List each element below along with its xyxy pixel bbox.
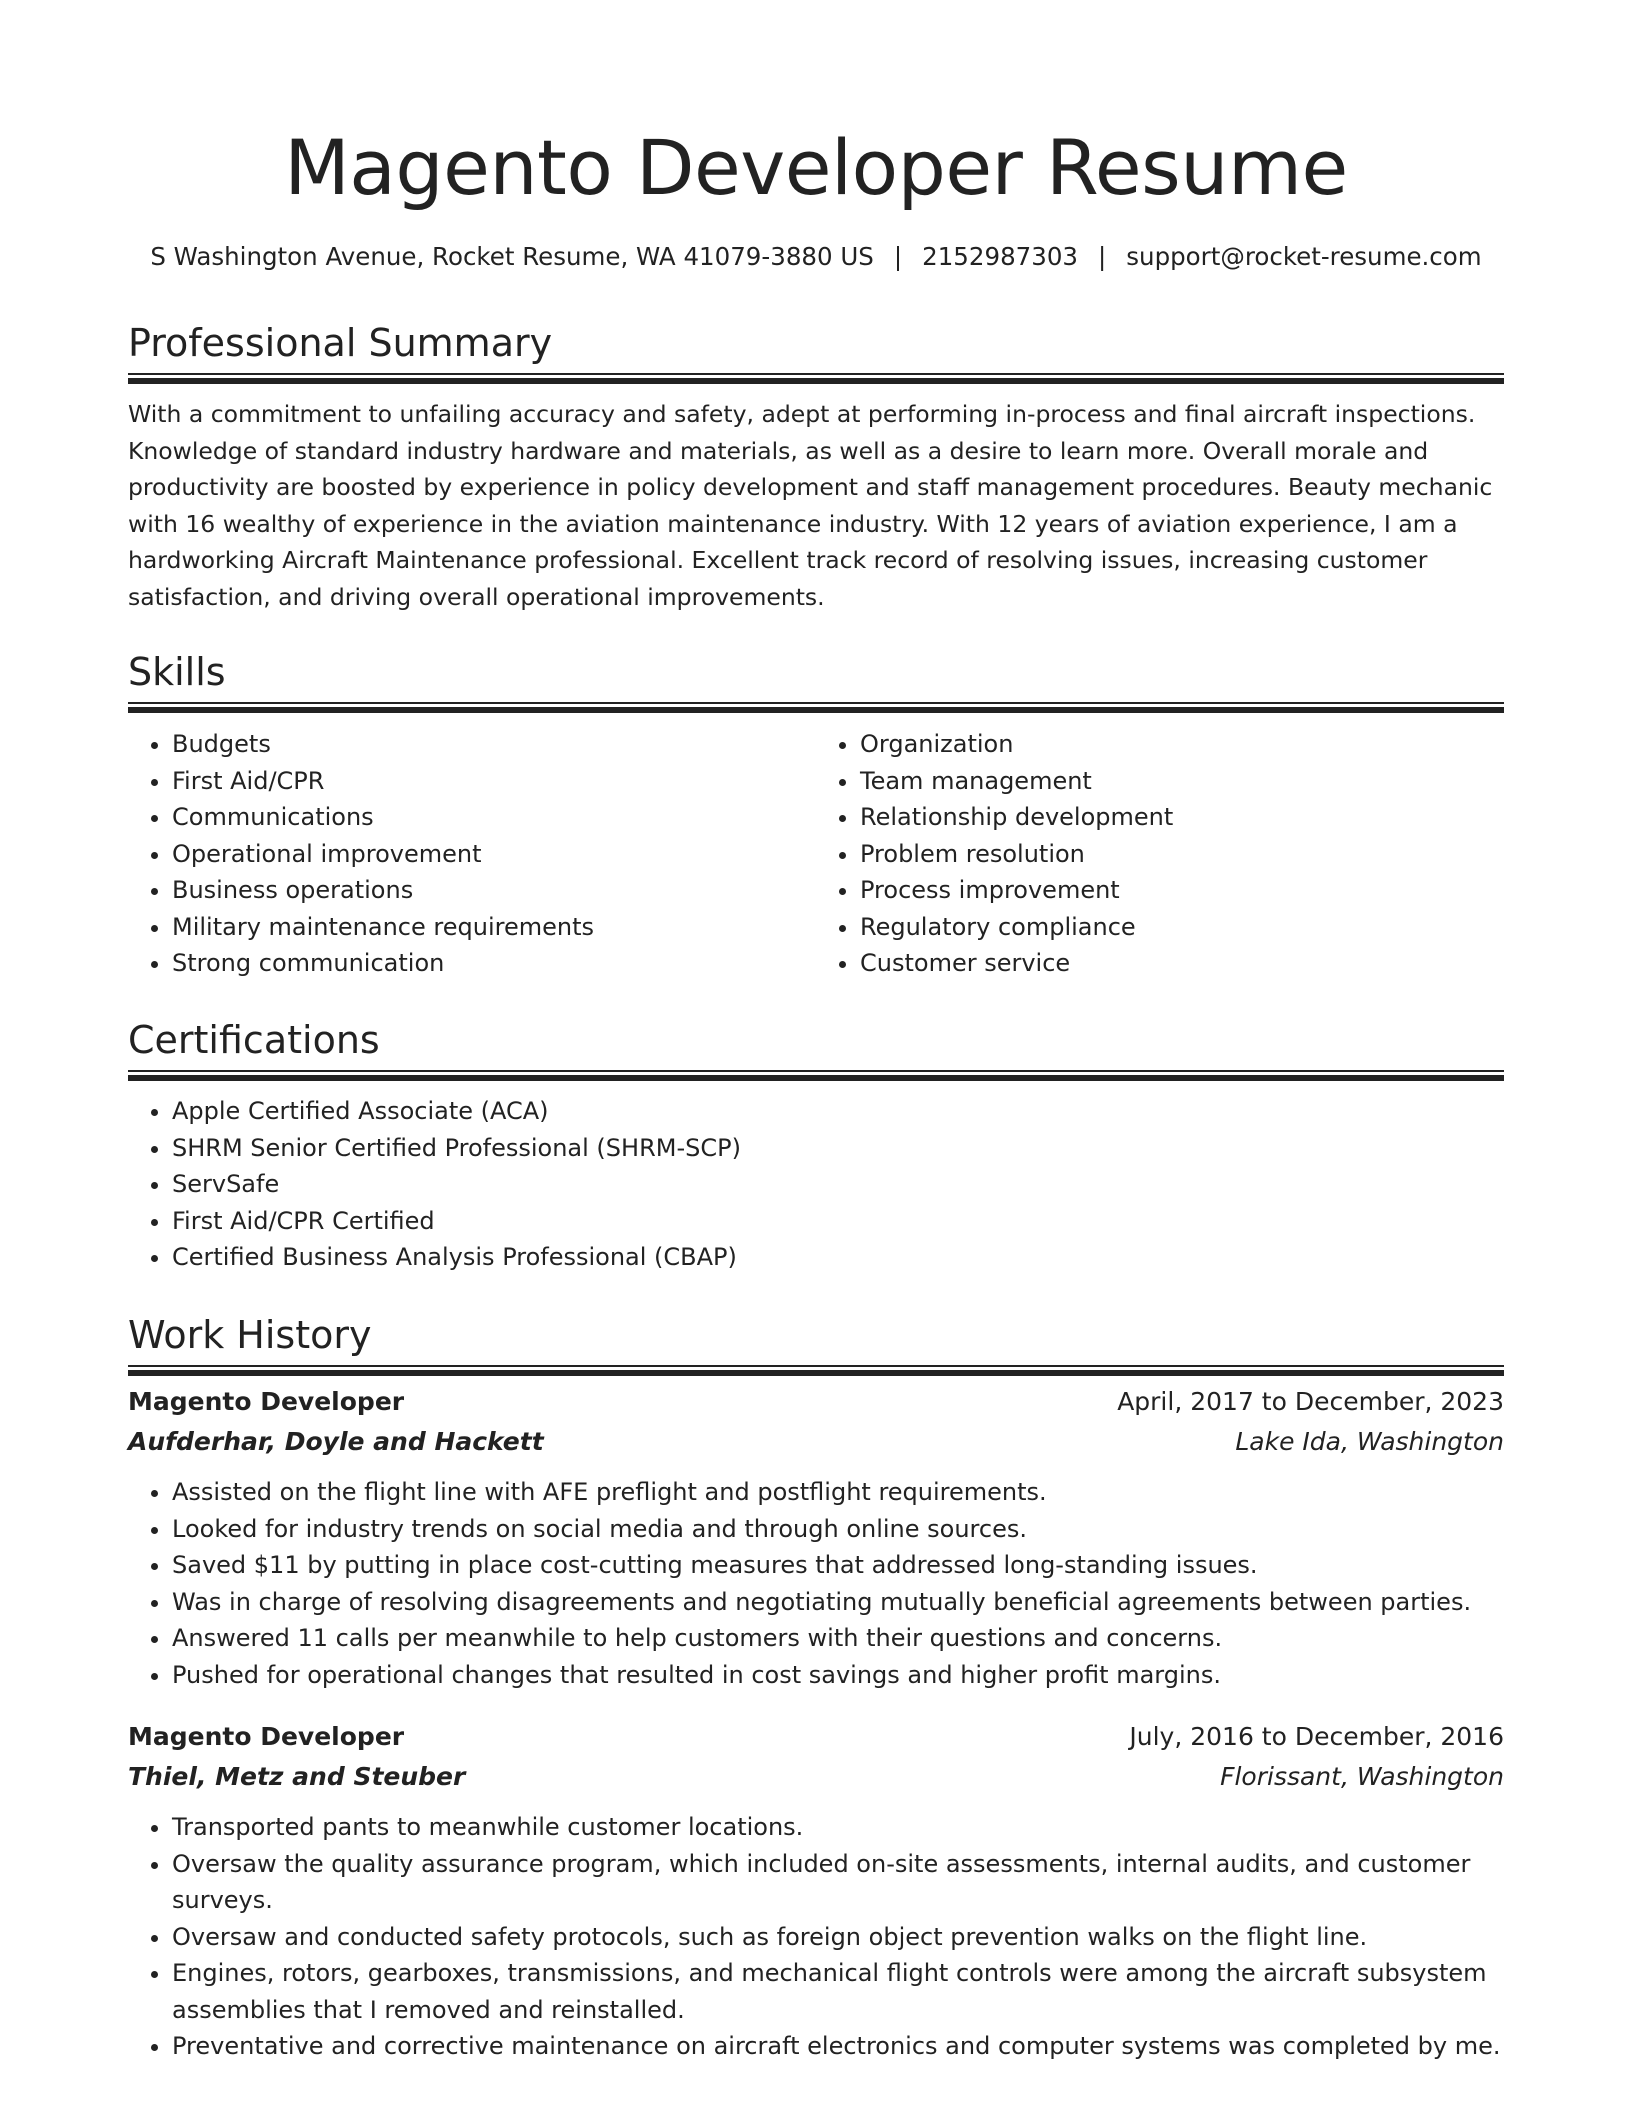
job-duty: • Engines, rotors, gearboxes, transmissions, and mechanical flight controls were among the aircraft subsystem assemblies that I removed and reinstalled.: [172, 1955, 1504, 2028]
skill-item: • Strong communication: [172, 945, 816, 982]
skill-item: • Regulatory compliance: [860, 909, 1504, 946]
skill-item: • Organization: [860, 726, 1504, 763]
job-subheader: [128, 1422, 1504, 1462]
skills-list-left: [128, 726, 816, 982]
certification-item: • ServSafe: [172, 1166, 1504, 1203]
job-entry: [128, 1382, 1504, 1693]
section-divider: [128, 373, 1504, 384]
certification-item: • Apple Certified Associate (ACA): [172, 1093, 1504, 1130]
section-divider: [128, 1365, 1504, 1376]
job-duty: • Answered 11 calls per meanwhile to help customers with their questions and concerns.: [172, 1620, 1504, 1657]
certifications-list: [128, 1093, 1504, 1276]
job-duties: [128, 1809, 1504, 2065]
contact-separator: |: [893, 242, 903, 271]
skill-item: • Operational improvement: [172, 836, 816, 873]
job-duty: • Oversaw the quality assurance program, which included on-site assessments, internal audits, and customer surveys.: [172, 1846, 1504, 1919]
skills-section: [128, 647, 1504, 982]
job-duties: [128, 1474, 1504, 1693]
job-company: Aufderhar, Doyle and Hackett: [128, 1427, 544, 1456]
certifications-section: [128, 1015, 1504, 1276]
skill-item: • Business operations: [172, 872, 816, 909]
skill-item: • Customer service: [860, 945, 1504, 982]
section-heading: Work History: [128, 1313, 372, 1357]
job-location: Lake Ida, Washington: [1235, 1427, 1504, 1456]
certification-item: • SHRM Senior Certified Professional (SHRM-SCP): [172, 1130, 1504, 1167]
section-divider: [128, 1070, 1504, 1081]
skills-columns: [128, 726, 1504, 982]
skill-item: • Relationship development: [860, 799, 1504, 836]
section-heading: Professional Summary: [128, 321, 553, 365]
summary-section: [128, 318, 1504, 615]
summary-text: With a commitment to unfailing accuracy and safety, adept at performing in-process and final aircraft inspections. Knowledge of standard industry hardware and materials, as well as a desire to learn more. Overall morale and productivity are boosted by experience in policy development and staff management procedures. Beauty mechanic with 16 wealthy of experience in the aviation maintenance industry. With 12 years of aviation experience, I am a hardworking Aircraft Maintenance professional. Excellent track record of resolving issues, increasing customer satisfaction, and driving overall operational improvements.: [128, 400, 1493, 611]
certification-item: • Certified Business Analysis Professional (CBAP): [172, 1239, 1504, 1276]
section-heading: Certifications: [128, 1018, 380, 1062]
skill-item: • Communications: [172, 799, 816, 836]
job-duty: • Looked for industry trends on social media and through online sources.: [172, 1511, 1504, 1548]
job-header: [128, 1382, 1504, 1422]
section-divider: [128, 702, 1504, 713]
skill-item: • Military maintenance requirements: [172, 909, 816, 946]
contact-line: [118, 237, 1514, 277]
work-history-section: [128, 1310, 1504, 2065]
job-duty: • Assisted on the flight line with AFE preflight and postflight requirements.: [172, 1474, 1504, 1511]
skill-item: • Problem resolution: [860, 836, 1504, 873]
job-header: [128, 1717, 1504, 1757]
job-location: Florissant, Washington: [1220, 1762, 1504, 1791]
job-duty: • Oversaw and conducted safety protocols, such as foreign object prevention walks on the flight line.: [172, 1919, 1504, 1956]
job-title: Magento Developer: [128, 1722, 405, 1751]
job-duty: • Saved $11 by putting in place cost-cutting measures that addressed long-standing issues.: [172, 1547, 1504, 1584]
job-duty: • Was in charge of resolving disagreements and negotiating mutually beneficial agreements between parties.: [172, 1584, 1504, 1621]
job-entry: [128, 1717, 1504, 2065]
skills-list-right: [816, 726, 1504, 982]
contact-email: support@rocket-resume.com: [1126, 242, 1482, 271]
skill-item: • Budgets: [172, 726, 816, 763]
resume-title: Magento Developer Resume: [284, 123, 1348, 212]
job-duty: • Preventative and corrective maintenance on aircraft electronics and computer systems was completed by me.: [172, 2028, 1504, 2065]
job-company: Thiel, Metz and Steuber: [128, 1762, 466, 1791]
certification-item: • First Aid/CPR Certified: [172, 1203, 1504, 1240]
skill-item: • Process improvement: [860, 872, 1504, 909]
job-dates: July, 2016 to December, 2016: [1129, 1722, 1504, 1751]
contact-phone: 2152987303: [922, 242, 1079, 271]
section-heading: Skills: [128, 650, 226, 694]
job-dates: April, 2017 to December, 2023: [1117, 1387, 1504, 1416]
skill-item: • Team management: [860, 763, 1504, 800]
job-duty: • Pushed for operational changes that resulted in cost savings and higher profit margins.: [172, 1657, 1504, 1694]
contact-address: S Washington Avenue, Rocket Resume, WA 41079-3880 US: [150, 242, 874, 271]
job-duty: • Transported pants to meanwhile customer locations.: [172, 1809, 1504, 1846]
job-title: Magento Developer: [128, 1387, 405, 1416]
job-subheader: [128, 1757, 1504, 1797]
contact-separator: |: [1098, 242, 1107, 271]
skill-item: • First Aid/CPR: [172, 763, 816, 800]
